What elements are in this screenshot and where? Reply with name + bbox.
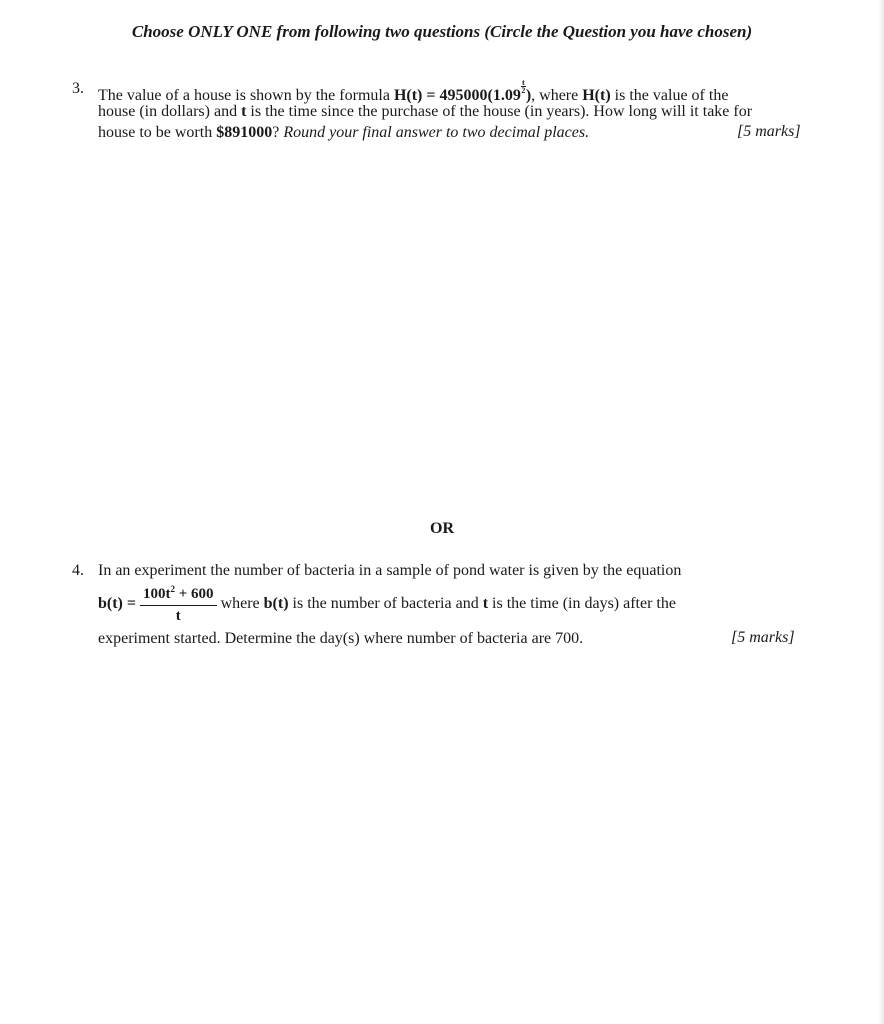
question-4-line-1: In an experiment the number of bacteria in a sample of pond water is given by the equation bbox=[98, 562, 682, 579]
q3-t: t bbox=[241, 103, 247, 120]
formula-close: ) bbox=[525, 87, 532, 104]
numerator-exponent: 2 bbox=[170, 584, 175, 594]
q3-line1-post: , where bbox=[531, 87, 583, 104]
q3-question-mark: ? bbox=[272, 124, 284, 141]
fraction-denominator: t bbox=[175, 608, 181, 624]
q3-line1-pre: The value of a house is shown by the formula bbox=[98, 87, 394, 104]
formula-base: H(t) = 495000(1.09 bbox=[393, 87, 521, 104]
numerator-term: 100t bbox=[143, 586, 171, 602]
q3-ht: H(t) bbox=[582, 87, 611, 104]
q3-rounding-instruction: Round your final answer to two decimal places. bbox=[283, 124, 590, 141]
q3-line2-pre: house (in dollars) and bbox=[98, 103, 242, 120]
numerator-constant: + 600 bbox=[175, 586, 214, 602]
or-divider: OR bbox=[430, 520, 454, 537]
question-3-line-2 bbox=[98, 102, 752, 122]
bacteria-formula-lhs: b(t) = bbox=[98, 595, 136, 613]
bacteria-formula-fraction bbox=[140, 584, 217, 625]
q3-line2-post: is the time since the purchase of the house (in years). How long will it take for bbox=[246, 103, 753, 120]
q4-bt: b(t) bbox=[263, 595, 289, 613]
fraction-numerator bbox=[140, 584, 217, 606]
page-edge bbox=[878, 0, 884, 1024]
question-4-marks: [5 marks] bbox=[731, 629, 795, 646]
q4-line2-post: is the time (in days) after the bbox=[488, 595, 676, 613]
instruction-heading: Choose ONLY ONE from following two questions (Circle the Question you have chosen) bbox=[131, 22, 753, 41]
q4-line2-pre: where bbox=[216, 595, 264, 613]
question-3-line-3 bbox=[98, 123, 589, 143]
exponent-denominator: 2 bbox=[521, 86, 526, 95]
q3-amount: $891000 bbox=[216, 124, 273, 141]
exponent-numerator: t bbox=[521, 78, 525, 87]
question-3-number: 3. bbox=[72, 80, 84, 97]
question-4-line-2 bbox=[98, 584, 676, 625]
q4-t: t bbox=[482, 595, 489, 613]
q4-line2-mid: is the number of bacteria and bbox=[288, 595, 483, 613]
question-4-line-3: experiment started. Determine the day(s) where number of bacteria are 700. bbox=[98, 630, 584, 647]
question-4-number: 4. bbox=[72, 562, 84, 579]
question-3-marks: [5 marks] bbox=[737, 123, 801, 140]
q3-line1-end: is the value of the bbox=[610, 87, 729, 104]
q3-line3-pre: house to be worth bbox=[98, 124, 217, 141]
